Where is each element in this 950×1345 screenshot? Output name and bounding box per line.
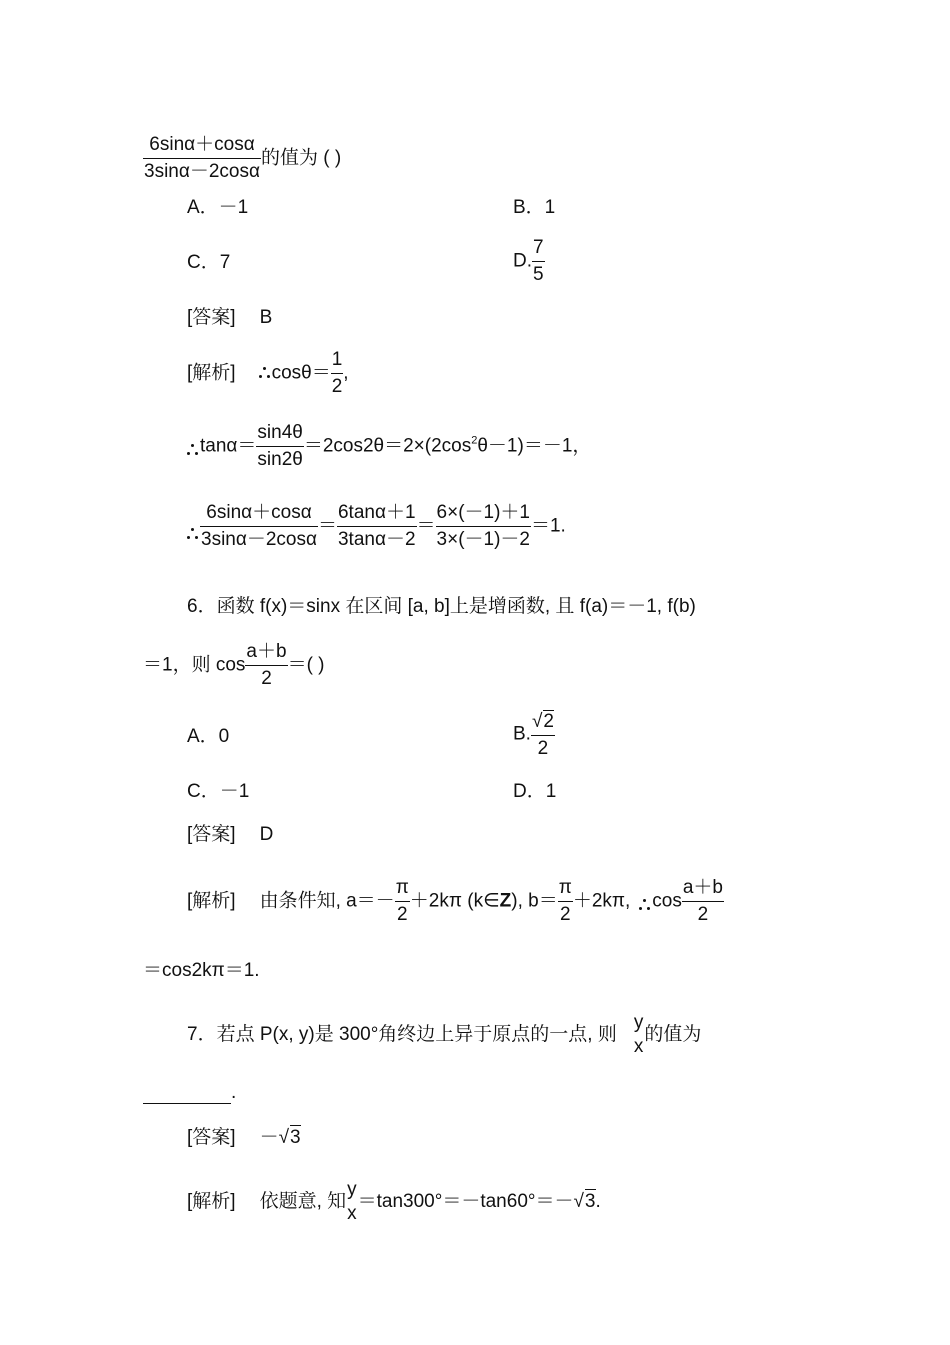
cos-fraction [682, 878, 724, 925]
b-fraction [558, 878, 573, 925]
answer-blank [143, 1085, 231, 1104]
q5-option-c: C．7 [187, 252, 231, 273]
analysis-fraction [346, 1180, 358, 1224]
radicand: 2 [543, 711, 554, 732]
step2-lhs: tanα＝ [200, 435, 257, 457]
q7-stem-tail: 的值为 [644, 1024, 702, 1046]
q7-analysis [187, 1180, 601, 1224]
step3-fraction-2 [337, 503, 417, 550]
q6-answer [187, 824, 273, 846]
step1-tail: , [343, 362, 349, 384]
fraction-numerator: sin4θ [256, 423, 303, 447]
q5-analysis-step1 [187, 350, 349, 397]
step2-fraction [256, 423, 303, 470]
sqrt-symbol: √3 [278, 1127, 301, 1148]
q5-option-a: A．－1 [187, 197, 249, 218]
answer-label: [答案] [187, 824, 236, 845]
q6-option-a: A．0 [187, 726, 230, 747]
q7-stem-fraction [633, 1013, 645, 1057]
exponent: 2 [471, 434, 478, 447]
q6-option-c: C．－1 [187, 781, 250, 802]
q7-blank-line [143, 1082, 236, 1104]
fraction-denominator: 2 [331, 376, 343, 397]
q6-stem-line1: 6．函数 f(x)＝sinx 在区间 [a, b]上是增函数, 且 f(a)＝－1, f(b) [187, 596, 696, 617]
equals-sign: ＝ [317, 515, 337, 537]
fraction-denominator: 2 [396, 904, 408, 925]
q6-stem-pre: ＝1，则 cos [143, 654, 246, 676]
q7-stem [187, 1013, 701, 1057]
analysis-pre: 依题意, 知 [259, 1191, 347, 1213]
b-tail: ＋2kπ, [572, 890, 631, 912]
fraction-numerator: π [395, 878, 410, 902]
answer-sign: － [259, 1127, 279, 1148]
q6-analysis-line2: ＝cos2kπ＝1. [143, 960, 260, 981]
fraction-denominator: x [633, 1036, 644, 1057]
q7-answer [187, 1125, 301, 1149]
step2-mid: ＝2cos2θ＝2×(2cos [303, 435, 472, 457]
answer-label: [答案] [187, 307, 236, 328]
equals-sign: ＝ [416, 515, 436, 537]
radicand: 3 [290, 1127, 301, 1148]
step1-fraction [331, 350, 344, 397]
analysis-pre: 由条件知, a＝－ [259, 890, 395, 912]
q5-stem [143, 135, 341, 182]
q5-answer [187, 307, 272, 329]
analysis-mid: ＝tan300°＝－tan60°＝－ [357, 1191, 574, 1213]
a-close: ), b＝ [511, 890, 558, 912]
step1-lhs: cosθ＝ [271, 362, 331, 384]
q5-stem-fraction [143, 135, 261, 182]
q6-stem-line2 [143, 642, 325, 689]
q6-analysis-line1 [187, 878, 724, 925]
fraction-numerator: 6×(－1)＋1 [436, 503, 531, 527]
fraction-numerator: a＋b [682, 878, 724, 902]
analysis-tail: . [595, 1191, 601, 1213]
q5-analysis-step2 [186, 423, 591, 470]
fraction-denominator: x [347, 1203, 357, 1224]
fraction-denominator: 3tanα－2 [337, 529, 416, 550]
analysis-label: [解析] [187, 1191, 236, 1213]
q5-analysis-step3 [186, 503, 566, 550]
option-prefix: D. [513, 250, 532, 272]
fraction-numerator: 6sinα＋cosα [200, 503, 318, 527]
step3-tail: ＝1. [530, 515, 566, 537]
fraction-denominator: 2 [261, 668, 272, 689]
sqrt-symbol: √3 [573, 1191, 596, 1213]
q5-option-b: B．1 [513, 197, 556, 218]
fraction-numerator: y [633, 1012, 644, 1033]
q5-option-d [513, 238, 545, 285]
q6-stem-fraction [245, 642, 287, 689]
therefore-symbol [638, 891, 652, 913]
q7-stem-pre: 7．若点 P(x, y)是 300°角终边上异于原点的一点, 则 [187, 1024, 617, 1046]
therefore-symbol [186, 436, 200, 458]
step2-tail: θ－1)＝－1， [477, 435, 592, 457]
analysis-label: [解析] [187, 362, 236, 384]
radicand: 3 [584, 1191, 596, 1213]
fraction-denominator: 5 [533, 264, 544, 285]
q6-option-d: D．1 [513, 781, 557, 802]
option-prefix: B. [513, 723, 531, 745]
answer-label: [答案] [187, 1127, 236, 1148]
q6-stem-tail: ＝( ) [287, 654, 325, 676]
option-fraction [532, 238, 545, 285]
fraction-denominator: 2 [559, 904, 571, 925]
fraction-denominator: 3sinα－2cosα [201, 529, 317, 550]
q6-option-b [513, 710, 555, 759]
sqrt-symbol: √2 [531, 711, 554, 732]
blank-tail: . [231, 1082, 237, 1103]
because-symbol [258, 363, 272, 385]
fraction-denominator: 2 [537, 738, 549, 759]
step3-fraction-3 [436, 503, 531, 550]
fraction-numerator [531, 710, 555, 736]
answer-value: B [259, 307, 273, 328]
fraction-numerator: 7 [532, 238, 545, 262]
fraction-denominator: 3×(－1)－2 [436, 529, 530, 550]
fraction-denominator: sin2θ [257, 449, 303, 470]
fraction-numerator: π [558, 878, 573, 902]
fraction-numerator: a＋b [245, 642, 287, 666]
step3-fraction-1 [200, 503, 318, 550]
cos-prefix: cos [652, 890, 682, 912]
answer-value: D [259, 824, 274, 845]
a-fraction [395, 878, 410, 925]
fraction-numerator: 6sinα＋cosα [143, 135, 261, 159]
fraction-numerator: 1 [331, 350, 344, 374]
fraction-denominator: 3sinα－2cosα [144, 161, 260, 182]
integer-set-symbol: Z [499, 890, 512, 912]
therefore-symbol [186, 516, 200, 538]
fraction-denominator: 2 [697, 904, 709, 925]
fraction-numerator: y [347, 1179, 357, 1200]
fraction-numerator: 6tanα＋1 [337, 503, 417, 527]
q5-stem-tail: 的值为 ( ) [260, 147, 342, 169]
analysis-label: [解析] [187, 890, 236, 912]
option-fraction [531, 710, 555, 759]
a-tail: ＋2kπ (k∈ [409, 890, 500, 912]
